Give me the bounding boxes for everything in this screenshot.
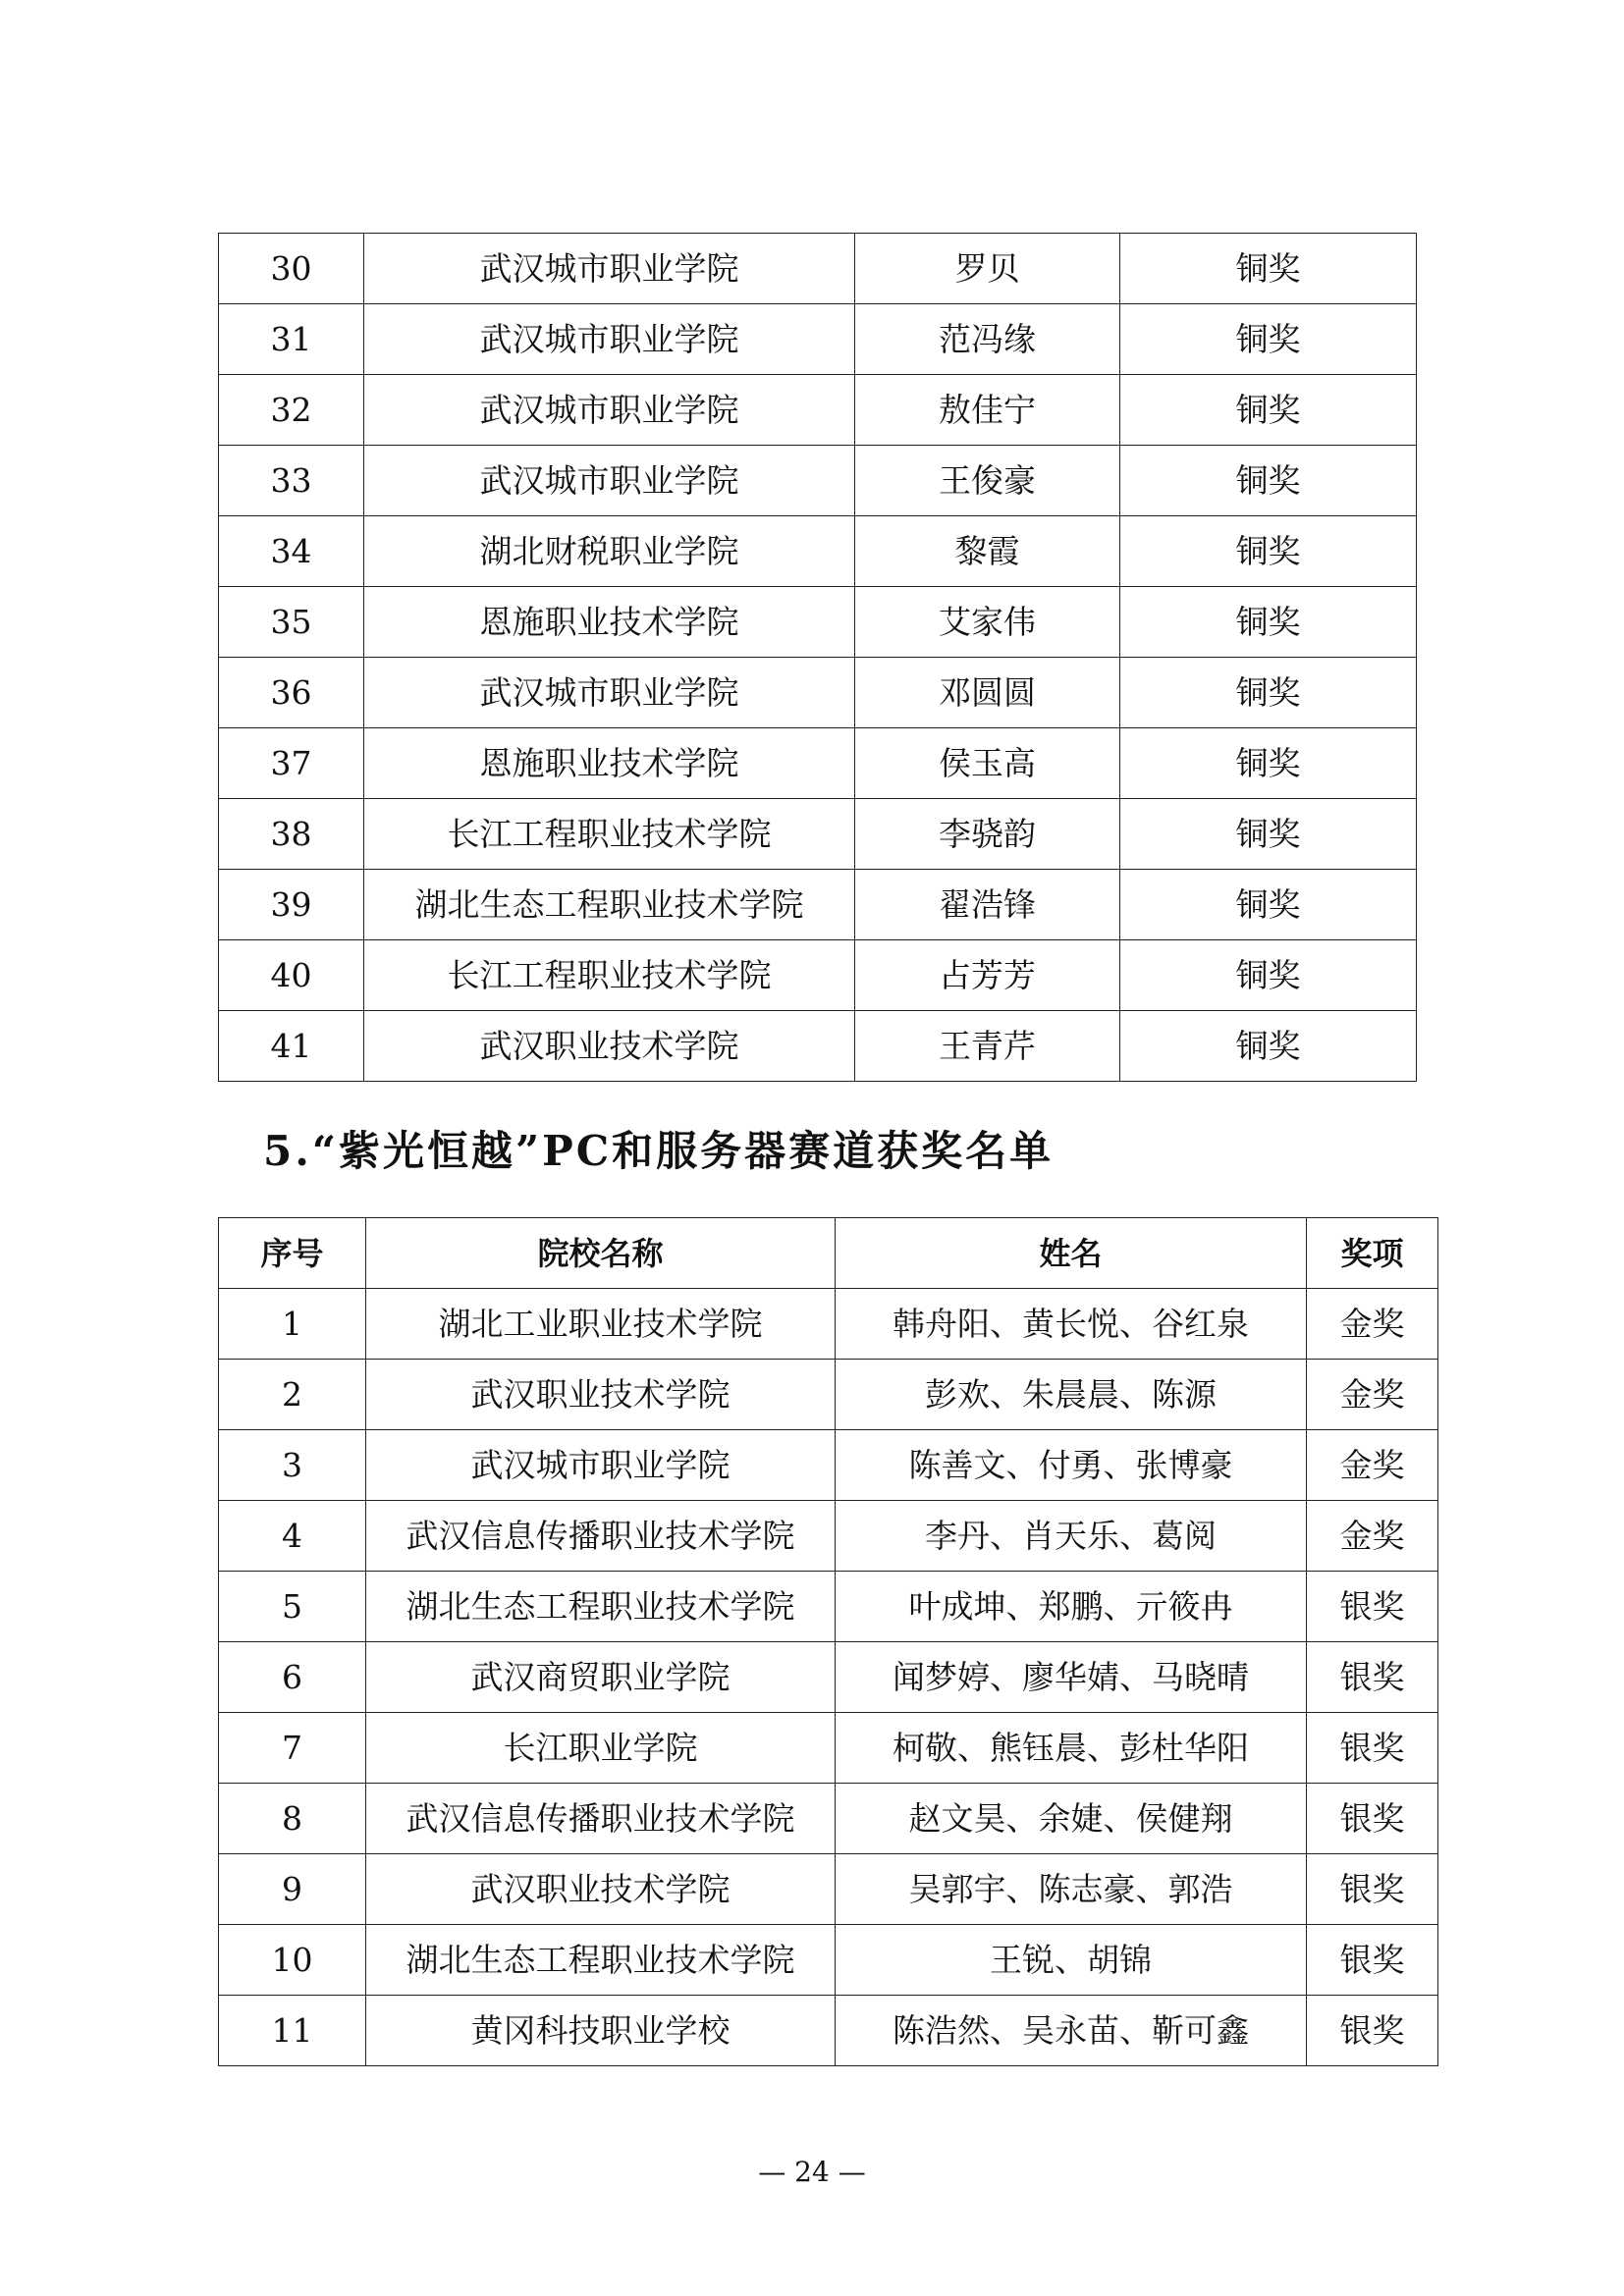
student-name-cell: 闻梦婷、廖华婧、马晓晴 — [836, 1642, 1307, 1713]
school-name-cell: 武汉城市职业学院 — [364, 234, 855, 304]
table-row — [219, 728, 1417, 799]
serial-number-cell: 10 — [219, 1925, 366, 1996]
serial-number-cell: 35 — [219, 587, 364, 658]
award-cell: 铜奖 — [1120, 516, 1417, 587]
award-cell: 铜奖 — [1120, 304, 1417, 375]
header-school-name: 院校名称 — [366, 1218, 836, 1289]
table-row — [219, 1996, 1438, 2066]
serial-number-cell: 1 — [219, 1289, 366, 1360]
school-name-cell: 恩施职业技术学院 — [364, 587, 855, 658]
award-cell: 金奖 — [1307, 1360, 1438, 1430]
table-row — [219, 658, 1417, 728]
award-cell: 金奖 — [1307, 1430, 1438, 1501]
student-name-cell: 李丹、肖天乐、葛阅 — [836, 1501, 1307, 1572]
school-name-cell: 武汉信息传播职业技术学院 — [366, 1501, 836, 1572]
student-name-cell: 黎霞 — [855, 516, 1120, 587]
table-row — [219, 940, 1417, 1011]
serial-number-cell: 6 — [219, 1642, 366, 1713]
student-name-cell: 王青芹 — [855, 1011, 1120, 1082]
award-cell: 铜奖 — [1120, 234, 1417, 304]
serial-number-cell: 7 — [219, 1713, 366, 1784]
student-name-cell: 柯敬、熊钰晨、彭杜华阳 — [836, 1713, 1307, 1784]
section-heading: 5.“紫光恒越”PC和服务器赛道获奖名单 — [263, 1127, 1055, 1175]
serial-number-cell: 11 — [219, 1996, 366, 2066]
table-row — [219, 1713, 1438, 1784]
student-name-cell: 王锐、胡锦 — [836, 1925, 1307, 1996]
serial-number-cell: 39 — [219, 870, 364, 940]
award-cell: 铜奖 — [1120, 940, 1417, 1011]
school-name-cell: 武汉城市职业学院 — [364, 375, 855, 446]
student-name-cell: 王俊豪 — [855, 446, 1120, 516]
school-name-cell: 湖北生态工程职业技术学院 — [366, 1572, 836, 1642]
student-name-cell: 李骁韵 — [855, 799, 1120, 870]
award-cell: 银奖 — [1307, 1642, 1438, 1713]
serial-number-cell: 31 — [219, 304, 364, 375]
school-name-cell: 长江职业学院 — [366, 1713, 836, 1784]
serial-number-cell: 32 — [219, 375, 364, 446]
header-award: 奖项 — [1307, 1218, 1438, 1289]
pc-server-awards-table-body — [219, 1289, 1438, 2066]
student-name-cell: 吴郭宇、陈志豪、郭浩 — [836, 1854, 1307, 1925]
serial-number-cell: 34 — [219, 516, 364, 587]
table-row — [219, 234, 1417, 304]
school-name-cell: 武汉职业技术学院 — [366, 1360, 836, 1430]
student-name-cell: 敖佳宁 — [855, 375, 1120, 446]
table-row — [219, 375, 1417, 446]
table-header-row — [219, 1218, 1438, 1289]
table-row — [219, 304, 1417, 375]
serial-number-cell: 38 — [219, 799, 364, 870]
award-cell: 金奖 — [1307, 1289, 1438, 1360]
table-row — [219, 1854, 1438, 1925]
awards-table-continued — [218, 233, 1417, 1082]
table-row — [219, 1289, 1438, 1360]
school-name-cell: 长江工程职业技术学院 — [364, 799, 855, 870]
award-cell: 金奖 — [1307, 1501, 1438, 1572]
student-name-cell: 侯玉高 — [855, 728, 1120, 799]
serial-number-cell: 5 — [219, 1572, 366, 1642]
page-number: — 24 — — [758, 2156, 866, 2188]
award-cell: 铜奖 — [1120, 587, 1417, 658]
school-name-cell: 武汉城市职业学院 — [364, 446, 855, 516]
serial-number-cell: 4 — [219, 1501, 366, 1572]
table-row — [219, 516, 1417, 587]
student-name-cell: 陈浩然、吴永苗、靳可鑫 — [836, 1996, 1307, 2066]
award-cell: 铜奖 — [1120, 870, 1417, 940]
student-name-cell: 占芳芳 — [855, 940, 1120, 1011]
table-row — [219, 1572, 1438, 1642]
awards-table-continued-body — [219, 234, 1417, 1082]
student-name-cell: 陈善文、付勇、张博豪 — [836, 1430, 1307, 1501]
award-cell: 铜奖 — [1120, 799, 1417, 870]
school-name-cell: 湖北生态工程职业技术学院 — [366, 1925, 836, 1996]
student-name-cell: 艾家伟 — [855, 587, 1120, 658]
school-name-cell: 长江工程职业技术学院 — [364, 940, 855, 1011]
table-row — [219, 1501, 1438, 1572]
school-name-cell: 武汉职业技术学院 — [366, 1854, 836, 1925]
table-row — [219, 1360, 1438, 1430]
award-cell: 铜奖 — [1120, 1011, 1417, 1082]
school-name-cell: 黄冈科技职业学校 — [366, 1996, 836, 2066]
student-name-cell: 邓圆圆 — [855, 658, 1120, 728]
table-row — [219, 446, 1417, 516]
table-row — [219, 1925, 1438, 1996]
table-row — [219, 1642, 1438, 1713]
student-name-cell: 韩舟阳、黄长悦、谷红泉 — [836, 1289, 1307, 1360]
award-cell: 银奖 — [1307, 1713, 1438, 1784]
school-name-cell: 武汉职业技术学院 — [364, 1011, 855, 1082]
award-cell: 铜奖 — [1120, 728, 1417, 799]
school-name-cell: 武汉商贸职业学院 — [366, 1642, 836, 1713]
award-cell: 铜奖 — [1120, 446, 1417, 516]
student-name-cell: 罗贝 — [855, 234, 1120, 304]
award-cell: 银奖 — [1307, 1996, 1438, 2066]
serial-number-cell: 8 — [219, 1784, 366, 1854]
serial-number-cell: 36 — [219, 658, 364, 728]
student-name-cell: 范冯缘 — [855, 304, 1120, 375]
table-row — [219, 799, 1417, 870]
serial-number-cell: 37 — [219, 728, 364, 799]
header-student-names: 姓名 — [836, 1218, 1307, 1289]
serial-number-cell: 2 — [219, 1360, 366, 1430]
serial-number-cell: 41 — [219, 1011, 364, 1082]
table-row — [219, 1430, 1438, 1501]
student-name-cell: 赵文昊、余婕、侯健翔 — [836, 1784, 1307, 1854]
header-serial-number: 序号 — [219, 1218, 366, 1289]
school-name-cell: 湖北工业职业技术学院 — [366, 1289, 836, 1360]
serial-number-cell: 3 — [219, 1430, 366, 1501]
school-name-cell: 恩施职业技术学院 — [364, 728, 855, 799]
serial-number-cell: 33 — [219, 446, 364, 516]
school-name-cell: 湖北生态工程职业技术学院 — [364, 870, 855, 940]
table-row — [219, 870, 1417, 940]
serial-number-cell: 9 — [219, 1854, 366, 1925]
award-cell: 银奖 — [1307, 1925, 1438, 1996]
award-cell: 银奖 — [1307, 1572, 1438, 1642]
pc-server-awards-table — [218, 1217, 1438, 2066]
serial-number-cell: 40 — [219, 940, 364, 1011]
student-name-cell: 叶成坤、郑鹏、亓筱冉 — [836, 1572, 1307, 1642]
award-cell: 银奖 — [1307, 1784, 1438, 1854]
table-row — [219, 1011, 1417, 1082]
school-name-cell: 湖北财税职业学院 — [364, 516, 855, 587]
award-cell: 铜奖 — [1120, 375, 1417, 446]
school-name-cell: 武汉城市职业学院 — [364, 658, 855, 728]
award-cell: 银奖 — [1307, 1854, 1438, 1925]
table-row — [219, 1784, 1438, 1854]
school-name-cell: 武汉信息传播职业技术学院 — [366, 1784, 836, 1854]
award-cell: 铜奖 — [1120, 658, 1417, 728]
table-row — [219, 587, 1417, 658]
school-name-cell: 武汉城市职业学院 — [366, 1430, 836, 1501]
serial-number-cell: 30 — [219, 234, 364, 304]
student-name-cell: 彭欢、朱晨晨、陈源 — [836, 1360, 1307, 1430]
school-name-cell: 武汉城市职业学院 — [364, 304, 855, 375]
student-name-cell: 翟浩锋 — [855, 870, 1120, 940]
